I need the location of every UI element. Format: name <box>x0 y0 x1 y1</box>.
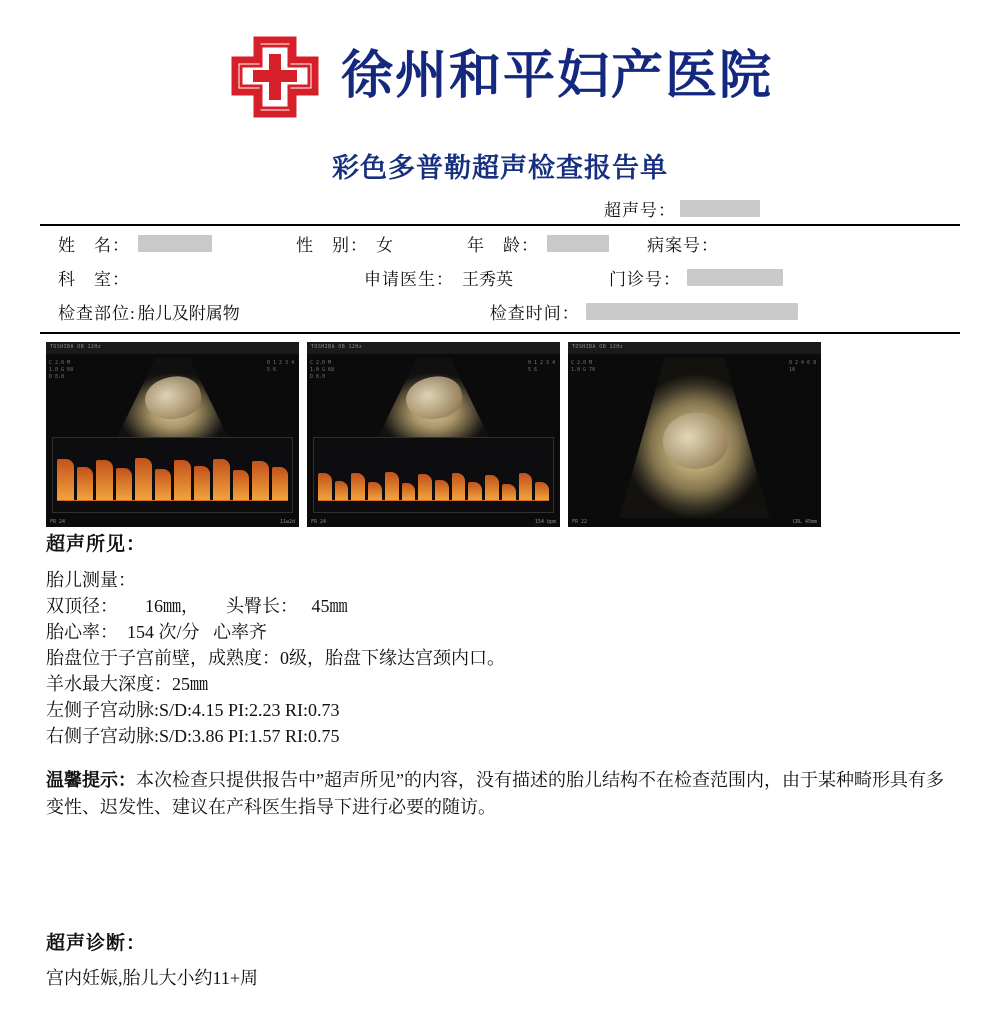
us1-sector-scan <box>113 358 233 446</box>
findings-title: 超声所见： <box>46 534 147 555</box>
gender-value: 女 <box>376 235 393 255</box>
hospital-name: 徐州和平妇产医院 <box>340 48 773 105</box>
findings-line-1: 胎儿测量： <box>46 569 136 590</box>
ultrasound-image-strip <box>46 342 960 527</box>
us2-footer-right: 154 bpm <box>534 519 556 525</box>
us1-left-text: C 2.0 M 1.0 G 68 D 8.0 <box>49 360 74 380</box>
ultrasound-image-3 <box>568 342 821 527</box>
us1-doppler-baseline <box>57 500 288 501</box>
exam-site-label: 检查部位: <box>58 303 136 323</box>
findings-line-6: 左侧子宫动脉:S/D:4.15 PI:2.23 RI:0.73 <box>46 700 340 721</box>
meta-row-3 <box>40 294 960 328</box>
us1-footer <box>50 519 295 525</box>
us2-header-text: TOSHIBA OB 12Hz <box>307 342 560 354</box>
ultrasound-image-2 <box>307 342 560 527</box>
diagnosis-text: 宫内妊娠,胎儿大小约11+周 <box>46 967 258 988</box>
us3-header-text: TOSHIBA OB 12Hz <box>568 342 821 354</box>
us3-fetus-shape <box>657 407 731 475</box>
age-value <box>547 235 609 252</box>
name-value <box>138 235 212 252</box>
ultrasound-image-1 <box>46 342 299 527</box>
us2-fetus-shape <box>402 372 466 425</box>
us2-footer <box>311 519 556 525</box>
us3-footer <box>572 519 817 525</box>
exam-time-label: 检查时间： <box>489 303 580 323</box>
ultrasound-number-label: 超声号： <box>604 200 676 220</box>
findings-line-5: 羊水最大深度：25㎜ <box>46 673 208 694</box>
report-header <box>0 0 1000 120</box>
us1-fetus-shape <box>141 372 205 425</box>
exam-time-value <box>586 303 798 320</box>
us3-sector-scan <box>620 358 770 518</box>
findings-section <box>46 531 960 821</box>
us3-side-scale: 0 2 4 6 8 10 <box>789 360 817 373</box>
findings-line-4: 胎盘位于子宫前壁，成熟度：0级，胎盘下缘达宫颈内口。 <box>46 647 505 668</box>
patient-meta-block <box>40 195 960 334</box>
us3-left-text: C 2.0 M 1.0 G 70 <box>571 360 596 373</box>
us2-doppler-baseline <box>318 500 549 501</box>
meta-bottom-rule <box>40 332 960 334</box>
ultrasound-number-row <box>40 195 960 221</box>
us2-footer-left: FR 24 <box>311 519 327 525</box>
ultrasound-number-value <box>680 200 760 217</box>
us1-side-scale: 0 1 2 3 4 5 6 <box>267 360 295 373</box>
requesting-doctor-value: 王秀英 <box>462 269 513 289</box>
us1-footer-right: 11w2d <box>279 519 295 525</box>
us2-doppler-waveform <box>318 466 549 500</box>
us2-doppler-panel <box>313 437 554 513</box>
meta-row-1 <box>40 226 960 260</box>
requesting-doctor-label: 申请医生： <box>364 269 454 289</box>
findings-line-3: 胎心率： 154 次/分 心率齐 <box>46 621 268 642</box>
name-label: 姓 名： <box>58 235 130 255</box>
us2-sector-scan <box>374 358 494 446</box>
reminder-note <box>46 767 960 821</box>
reminder-note-title: 温馨提示： <box>46 770 136 791</box>
meta-row-2 <box>40 260 960 294</box>
department-label: 科 室： <box>58 269 130 289</box>
report-title: 彩色多普勒超声检查报告单 <box>332 153 668 183</box>
us3-footer-left: FR 22 <box>572 519 588 525</box>
exam-site-value: 胎儿及附属物 <box>137 303 240 323</box>
gender-label: 性 别： <box>296 235 368 255</box>
diagnosis-section <box>46 930 258 992</box>
case-number-label: 病案号： <box>647 235 719 255</box>
diagnosis-title: 超声诊断： <box>46 933 147 954</box>
age-label: 年 龄： <box>467 235 539 255</box>
outpatient-number-value <box>687 269 783 286</box>
us1-doppler-waveform <box>57 454 288 500</box>
reminder-note-text: 本次检查只提供报告中”超声所见”的内容，没有描述的胎儿结构不在检查范围内，由于某种畸形具有多变性、迟发性、建议在产科医生指导下进行必要的随访。 <box>46 770 944 818</box>
us1-footer-left: FR 24 <box>50 519 66 525</box>
us1-header-text: TOSHIBA OB 12Hz <box>46 342 299 354</box>
us2-side-scale: 0 1 2 3 4 5 6 <box>528 360 556 373</box>
hospital-logo-icon <box>227 34 323 120</box>
us2-left-text: C 2.0 M 1.0 G 68 D 8.0 <box>310 360 335 380</box>
findings-line-7: 右侧子宫动脉:S/D:3.86 PI:1.57 RI:0.75 <box>46 726 340 747</box>
us3-footer-right: CRL 45mm <box>792 519 817 525</box>
findings-line-2: 双顶径： 16㎜， 头臀长： 45㎜ <box>46 595 348 616</box>
us1-doppler-panel <box>52 437 293 513</box>
outpatient-number-label: 门诊号： <box>609 269 681 289</box>
